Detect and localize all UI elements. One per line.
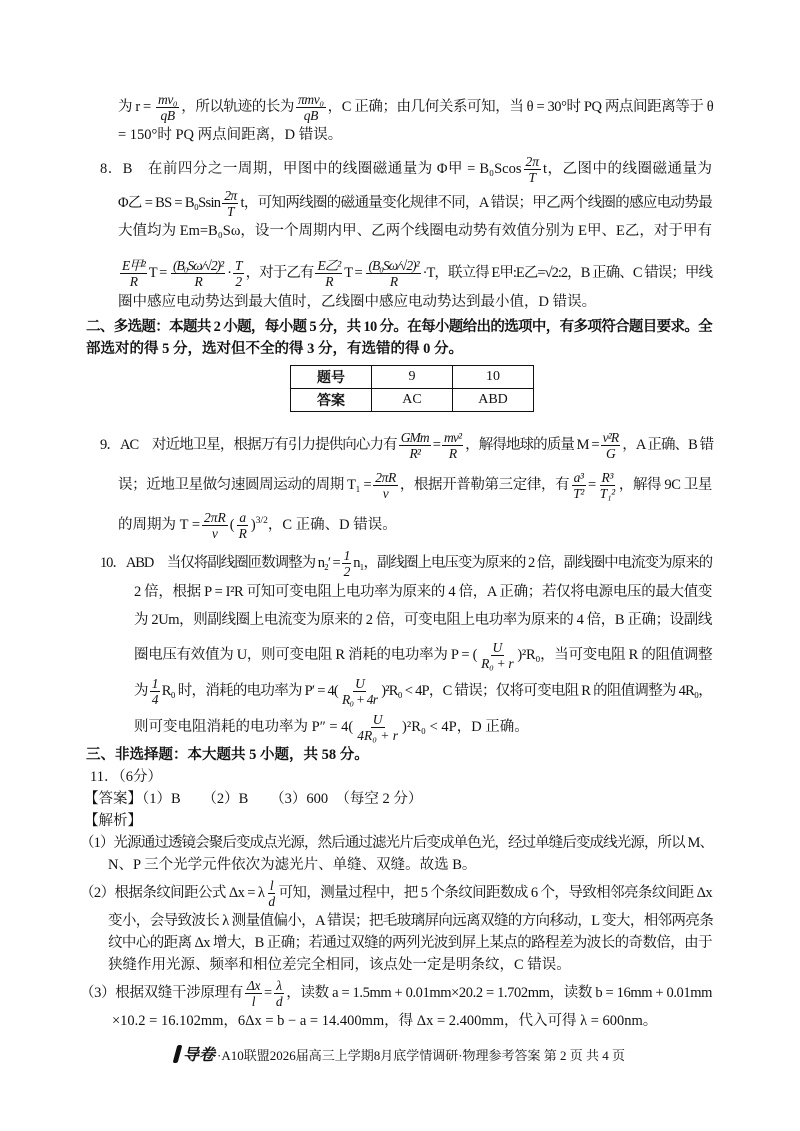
- text-run: ，解得 9C 卫星: [618, 476, 712, 493]
- denominator: qB: [160, 108, 175, 123]
- text-run: )²R₀ < 4P，C 错误；仅将可变电阻 R 的阻值调整为 4R₀，: [381, 682, 713, 699]
- numerator: 1: [151, 676, 158, 691]
- text-line: [100, 154, 712, 185]
- text-run: ，所以轨迹的长为: [181, 98, 295, 115]
- text-run: 则可变电阻消耗的电功率为 P″ = 4(: [134, 718, 354, 735]
- text-line: [80, 834, 712, 853]
- text-line: [134, 676, 712, 707]
- fraction: [202, 510, 228, 541]
- text-run: T =: [148, 264, 169, 281]
- denominator: v: [211, 526, 218, 541]
- text-run: ，根据开普勒第三定律，有: [399, 476, 570, 493]
- denominator: R₀ + r: [481, 656, 514, 671]
- denominator: R: [129, 274, 138, 289]
- text-line: [84, 790, 712, 809]
- fraction: [571, 470, 586, 501]
- text-run: 为 2Um，则副线圈上电流变为原来的 2 倍，可变电阻上电功率为原来的 4 倍，B 正确；设副线: [134, 612, 712, 628]
- numerator: a³: [573, 470, 584, 485]
- superscript: 3/2: [255, 516, 268, 526]
- text-run: 误；近地卫星做匀速圆周运动的周期 T₁ =: [118, 476, 372, 493]
- numerator: 1: [343, 548, 350, 563]
- text-run: n₁，副线圈上电压变为原来的 2 倍，副线圈中电流变为原来的: [353, 554, 712, 571]
- denominator: 4R₀ + r: [357, 728, 399, 743]
- numerator: T: [235, 258, 242, 273]
- text-run: （2）根据条纹间距公式 Δx = λ: [80, 884, 265, 901]
- text-run: 为: [134, 682, 148, 699]
- text-run: 变小，会导致波长 λ 测量值偏小，A 错误；把毛玻璃屏向远离双缝的方向移动，L 变大，相邻两亮条: [108, 913, 714, 929]
- text-run: = 150°时 PQ 两点间距离，D 错误。: [118, 127, 343, 143]
- numerator: U: [372, 712, 383, 727]
- denominator: R: [194, 274, 202, 289]
- table-header-cell: 题号: [291, 366, 372, 389]
- text-line: [118, 188, 712, 219]
- numerator: GMm: [400, 430, 429, 445]
- text-line: [108, 912, 712, 931]
- numerator: U: [355, 676, 365, 691]
- text-line: [134, 712, 712, 743]
- text-run: Φ乙 = BS = B₀Ssin: [118, 194, 221, 211]
- denominator: G: [606, 446, 615, 461]
- footer-text: ·A10联盟2026届高三上学期8月底学情调研·物理参考答案 第 2 页 共 4 页: [216, 1048, 626, 1063]
- text-run: ，A 正确、B 错: [622, 436, 714, 453]
- fraction: [479, 640, 515, 671]
- numerator: 2π: [525, 154, 540, 169]
- text-run: ·: [227, 264, 231, 281]
- numerator: v²R: [602, 430, 619, 445]
- denominator: R₀ + 4r: [341, 692, 378, 707]
- text-line: [118, 92, 712, 123]
- numerator: λ: [276, 978, 282, 993]
- text-line: [134, 611, 712, 630]
- text-line: [118, 258, 712, 289]
- text-run: 为 r =: [118, 98, 154, 115]
- text-run: =: [264, 984, 272, 1001]
- fraction: [442, 430, 463, 461]
- text-line: [134, 583, 712, 602]
- fraction: [601, 430, 621, 461]
- fraction: [120, 258, 147, 289]
- fraction: [296, 92, 326, 123]
- text-run: ，C 正确、D 错误。: [267, 516, 397, 533]
- numerator: (B₀Sω/√2)²: [172, 258, 224, 273]
- fraction: [171, 258, 225, 289]
- denominator: l: [251, 994, 256, 1009]
- text-run: ，对于乙有: [245, 264, 314, 281]
- text-run: 【答案】（1）B （2）B （3）600 （每空 2 分）: [84, 791, 423, 807]
- numerator: πmv₀: [298, 92, 324, 107]
- text-run: 2 倍，根据 P = I²R 可知可变电阻上电功率为原来的 4 倍，A 正确；若仅将电源电压的最大值变: [134, 584, 712, 600]
- text-run: 10．ABD 当仅将副线圈匝数调整为 n₂′ =: [100, 554, 340, 571]
- text-run: 狭缝作用光源、频率和相位差完全相同，该点处一定是明条纹，C 错误。: [108, 957, 571, 973]
- table-row: [291, 366, 534, 389]
- fraction: [274, 978, 284, 1009]
- text-run: ·T，联立得 E甲:E乙=√2:2，B 正确、C 错误；甲线: [422, 264, 713, 281]
- fraction: [233, 258, 244, 289]
- fraction: [156, 92, 179, 123]
- table-row: [291, 389, 534, 412]
- numerator: a: [239, 510, 247, 525]
- fraction: [340, 676, 379, 707]
- text-run: ×10.2 = 16.102mm，6Δx = b − a = 14.400mm，得 Δx = 2.400mm，代入可得 λ = 600nm。: [112, 1013, 658, 1029]
- section-heading: 三、非选择题：本大题共 5 小题，共 58 分。: [86, 747, 369, 763]
- denominator: T: [528, 170, 537, 185]
- text-run: 【解析】: [84, 813, 142, 829]
- text-run: （3）根据双缝干涉原理有: [80, 984, 243, 1001]
- table-header-cell: 答案: [291, 389, 372, 412]
- text-run: ): [250, 516, 256, 533]
- text-run: t，乙图中的线圈磁通量为: [543, 160, 712, 177]
- fraction: [598, 470, 617, 501]
- fraction: [355, 712, 400, 743]
- text-line: [118, 222, 712, 241]
- denominator: T₁²: [599, 486, 615, 501]
- fraction: [399, 430, 431, 461]
- numerator: U: [492, 640, 502, 655]
- text-run: R₀ 时，消耗的电功率为 P′ = 4(: [161, 682, 338, 699]
- text-run: )²R₀ < 4P，D 正确。: [402, 718, 529, 735]
- text-run: ，解得地球的质量 M =: [465, 436, 599, 453]
- text-run: ，读数 a = 1.5mm + 0.01mm×20.2 = 1.702mm，读数 b = 16mm + 0.01mm: [286, 984, 713, 1001]
- text-run: ，C 正确；由几何关系可知，当 θ = 30°时 PQ 两点间距离等于 θ: [327, 98, 714, 115]
- fraction: [524, 154, 542, 185]
- section-heading: 二、多选题：本题共 2 小题，每小题 5 分，共 10 分。在每小题给出的选项中，有多项符合题目要求。全: [86, 319, 712, 335]
- text-line: [84, 812, 712, 831]
- numerator: 2πR: [204, 510, 226, 525]
- denominator: 4: [151, 692, 158, 707]
- text-run: t，可知两线圈的磁通量变化规律不同，A 错误；甲乙两个线圈的感应电动势最: [240, 194, 712, 211]
- fraction: [342, 548, 352, 579]
- fraction: [150, 676, 160, 707]
- text-line: [100, 430, 712, 461]
- table-cell: ABD: [453, 389, 534, 412]
- fraction: [315, 258, 342, 289]
- text-line: [134, 640, 712, 671]
- text-run: 11．（6分）: [90, 769, 162, 785]
- numerator: E乙²: [317, 258, 341, 273]
- text-line: [118, 126, 712, 145]
- answer-table: [290, 365, 534, 412]
- denominator: 2: [235, 274, 242, 289]
- denominator: R²: [409, 446, 420, 461]
- text-line: [90, 768, 712, 787]
- text-run: （1）光源通过透镜会聚后变成点光源，然后通过滤光片后变成单色光，经过单缝后变成线光源，所以 M、: [80, 835, 714, 851]
- text-run: 可知，测量过程中，把 5 个条纹间距数成 6 个，导致相邻亮条纹间距 Δx: [278, 884, 713, 901]
- numerator: 2π: [224, 188, 237, 203]
- logo-mark-icon: [173, 1045, 183, 1063]
- numerator: l: [269, 878, 273, 893]
- text-line: [86, 340, 712, 359]
- text-run: 圈中感应电动势达到最大值时，乙线圈中感应电动势达到最小值，D 错误。: [118, 294, 597, 310]
- text-line: [108, 956, 712, 975]
- text-line: [80, 878, 712, 909]
- fraction: [245, 978, 262, 1009]
- text-run: N、P 三个光学元件依次为滤光片、单缝、双缝。故选 B。: [108, 857, 477, 873]
- text-run: 纹中心的距离 Δx 增大，B 正确；若通过双缝的两列光波到屏上某点的路程差为波长的奇数倍，由于: [108, 935, 712, 951]
- denominator: T²: [573, 486, 584, 501]
- section-heading: 部选对的得 5 分，选对但不全的得 3 分，有选错的得 0 分。: [86, 341, 463, 357]
- logo: 导卷: [182, 1047, 215, 1064]
- text-line: [118, 510, 712, 541]
- denominator: d: [268, 894, 275, 909]
- text-run: (: [229, 516, 235, 533]
- numerator: 2πR: [375, 470, 396, 485]
- numerator: Δx: [246, 978, 261, 993]
- text-run: 的周期为 T =: [118, 516, 201, 533]
- text-run: 圈电压有效值为 U，则可变电阻 R 消耗的电功率为 P = (: [134, 646, 478, 663]
- text-run: 9．AC 对近地卫星，根据万有引力提供向心力有: [100, 436, 397, 453]
- text-run: =: [587, 476, 596, 493]
- table-cell: 10: [453, 366, 534, 389]
- numerator: mv²: [444, 430, 462, 445]
- text-run: )²R₀，当可变电阻 R 的阻值调整: [517, 646, 713, 663]
- denominator: d: [275, 994, 283, 1009]
- numerator: mv₀: [157, 92, 178, 107]
- text-line: [108, 934, 712, 953]
- numerator: (B₀Sω/√2)²: [368, 258, 419, 273]
- text-line: [86, 746, 712, 765]
- text-line: [86, 318, 712, 337]
- numerator: E甲²: [122, 258, 145, 273]
- page-footer: [0, 1045, 800, 1066]
- denominator: T: [227, 204, 234, 219]
- table-cell: 9: [372, 366, 453, 389]
- fraction: [266, 878, 276, 909]
- denominator: R: [325, 274, 333, 289]
- fraction: [237, 510, 249, 541]
- text-line: [100, 548, 712, 579]
- text-line: [118, 470, 712, 501]
- fraction: [366, 258, 420, 289]
- table-cell: AC: [372, 389, 453, 412]
- text-run: 大值均为 Em=B₀Sω，设一个周期内甲、乙两个线圈电动势有效值分别为 E甲、E乙，对于甲有: [118, 223, 712, 239]
- text-run: =: [432, 436, 441, 453]
- numerator: R³: [601, 470, 614, 485]
- text-line: [108, 856, 712, 875]
- text-line: [112, 1012, 712, 1031]
- text-run: T =: [344, 264, 365, 281]
- denominator: R: [448, 446, 457, 461]
- text-run: 8．B 在前四分之一周期，甲图中的线圈磁通量为 Φ甲 = B₀Scos: [100, 160, 522, 177]
- denominator: R: [389, 274, 398, 289]
- denominator: v: [382, 486, 389, 501]
- denominator: 2: [343, 564, 350, 579]
- text-line: [118, 293, 712, 312]
- denominator: qB: [303, 108, 318, 123]
- fraction: [222, 188, 238, 219]
- denominator: R: [238, 526, 247, 541]
- text-line: [80, 978, 712, 1009]
- fraction: [373, 470, 398, 501]
